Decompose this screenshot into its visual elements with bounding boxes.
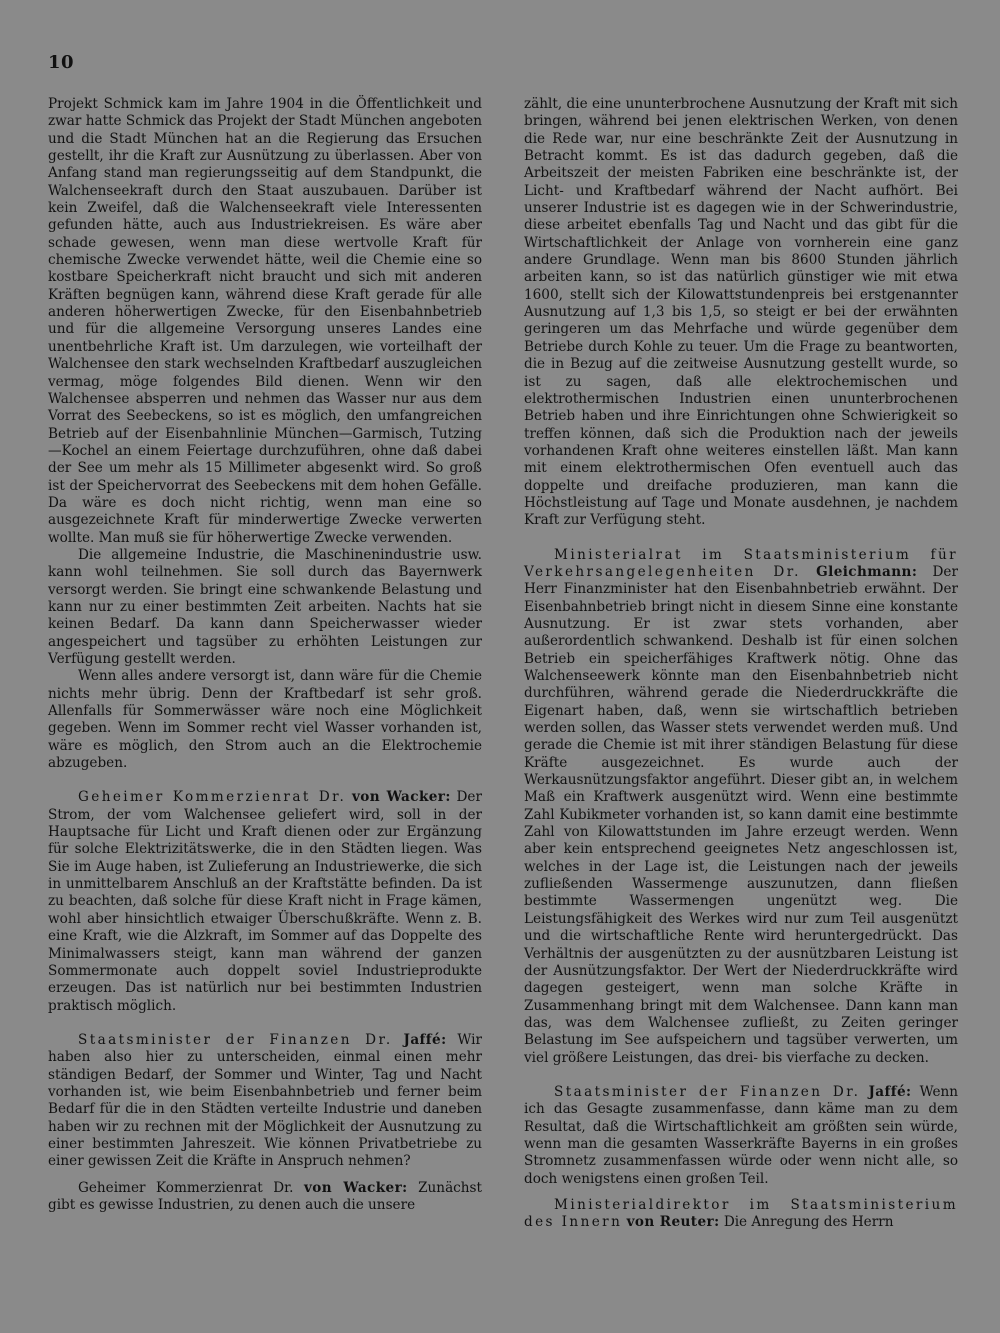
- speech-text: Wenn ich das Gesagte zusammenfasse, dann käme man zu dem Resultat, daß die Wirtschaftlichkeit am größten sein würde, wenn man die gesamten Wasserkräfte Bayerns in ein großes Stromnetz zusammenfassen würde oder wenn nicht alle, so doch wenigstens einen großen Teil.: [524, 1083, 959, 1187]
- speaker-title: Ministerialdirektor im Staatsministerium des Innern: [524, 1196, 958, 1231]
- speech-wacker-2: [48, 1180, 482, 1215]
- speaker-title: Ministerialrat im Staatsministerium für Verkehrsangelegenheiten Dr.: [524, 546, 958, 580]
- speech-text: Zunächst gibt es gewisse Industrien, zu denen auch die unsere: [48, 1179, 482, 1213]
- speaker-title: Geheimer Kommerzienrat Dr.: [78, 1179, 294, 1196]
- speech-text: Die Anregung des Herrn: [723, 1214, 894, 1231]
- speech-text: Wir haben also hier zu unterscheiden, einmal einen mehr ständigen Bedarf, der Sommer und Winter, Tag und Nacht vorhanden ist, wie beim Eisenbahnbetrieb und ferner beim Bedarf für die in den Städten verteilte Industrie und daneben haben wir zu rechnen mit der Möglichkeit der Ausnutzung zu einer bestimmten Jahreszeit. Wie können Privatbetriebe zu einer gewissen Zeit die Kräfte in Anspruch nehmen?: [48, 1031, 483, 1170]
- speaker-name: Gleichmann:: [816, 563, 918, 580]
- speech-jaffe-2: [524, 1084, 958, 1188]
- speaker-title: Geheimer Kommerzienrat Dr.: [78, 789, 347, 806]
- speech-reuter: [524, 1197, 958, 1232]
- speaker-name: Jaffé:: [403, 1031, 447, 1048]
- speaker-name: von Reuter:: [626, 1214, 720, 1231]
- paragraph-general-industry: Die allgemeine Industrie, die Maschinenindustrie usw. kann wohl teilnehmen. Sie soll durch das Bayernwerk versorgt werden. Sie bringt eine schwankende Belastung und kann nur zu einer bestimmten Zeit arbeiten. Nachts hat sie keinen Bedarf. Da kann dann Speicherwasser wieder angespeichert und tagsüber zu erhöhten Leistungen zur Verfügung gestellt werden.: [48, 546, 482, 667]
- speech-jaffe-1: [48, 1032, 482, 1171]
- paragraph-continuous-utilization: zählt, die eine ununterbrochene Ausnutzung der Kraft mit sich bringen, während bei jenen elektrischen Werken, von denen die Rede war, nur eine beschränkte Zeit der Ausnutzung in Betracht kommt. Es ist das dadurch gegeben, daß die Arbeitszeit der meisten Fabriken eine beschränkte ist, der Licht- und Kraftbedarf während der Nacht aufhört. Bei unserer Industrie ist es dagegen wie in der Schwerindustrie, diese arbeitet ebenfalls Tag und Nacht und das gibt für die Wirtschaftlichkeit der Anlage von vornherein eine ganz andere Grundlage. Wenn man bis 8600 Stunden jährlich arbeiten kann, so ist das natürlich günstiger wie mit etwa 1600, stellt sich der Kilowattstundenpreis bei erstgenannter Ausnutzung auf 1,3 bis 1,5, so steigt er bei der erwähnten geringeren um das Mehrfache und würde gegenüber dem Betriebe durch Kohle zu teuer. Um die Frage zu beantworten, die in Bezug auf die zeitweise Ausnutzung gestellt wurde, so ist zu sagen, daß alle elektrochemischen und elektrothermischen Industrien einen ununterbrochenen Betrieb haben und ihre Einrichtungen ohne Schwierigkeit so treffen können, daß sich die Produktion nach der jeweils vorhandenen Kraft ohne weiteres einstellen läßt. Man kann mit einem elektrothermischen Ofen eventuell auch das doppelte und dreifache produzieren, man kann die Höchstleistung auf Tage und Monate ausdehnen, je nachdem Kraft zur Verfügung steht.: [524, 96, 958, 529]
- speaker-name: von Wacker:: [303, 1179, 408, 1196]
- paragraph-chemistry-supply: Wenn alles andere versorgt ist, dann wäre für die Chemie nichts mehr übrig. Denn der Kraftbedarf ist sehr groß. Allenfalls für Sommerwässer wäre noch eine Möglichkeit gegeben. Wenn im Sommer recht viel Wasser vorhanden ist, wäre es möglich, den Strom auch an die Elektrochemie abzugeben.: [48, 668, 482, 772]
- speaker-name: von Wacker:: [351, 789, 451, 806]
- speech-text: Der Herr Finanzminister hat den Eisenbahnbetrieb erwähnt. Der Eisenbahnbetrieb bringt nicht in diesem Sinne eine konstante Ausnutzung. Er ist zwar stets vorhanden, aber außerordentlich schwankend. Deshalb ist für einen solchen Betrieb ein speicherfähiges Kraftwerk nötig. Ohne das Walchenseewerk könnte man den Eisenbahnbetrieb nicht durchführen, während gerade die Niederdruckkräfte die Eigenart haben, daß, wenn sie wirtschaftlich betrieben werden sollen, das Wasser stets verwendet werden muß. Und gerade die Chemie ist mit ihrer ständigen Belastung für diese Kräfte ausgezeichnet. Es wurde auch der Werkausnützungsfaktor angeführt. Dieser gibt an, in welchem Maß ein Kraftwerk ausgenützt wird. Wenn eine bestimmte Zahl Kubikmeter vorhanden ist, so kann damit eine bestimmte Zahl von Kilowattstunden im Jahre erzeugt werden. Wenn aber kein entsprechend geeignetes Netz angeschlossen ist, welches in der Lage ist, die Leistungen nach der jeweils zufließenden Wassermenge auszunutzen, dann fließen bestimmte Wassermengen ungenützt weg. Die Leistungsfähigkeit des Werkes wird nur zum Teil ausgenützt und die wirtschaftliche Rente wird heruntergedrückt. Das Verhältnis der ausgenützten zu der ausnützbaren Leistung ist der Ausnützungsfaktor. Der Wert der Niederdruckkräfte wird dagegen gesteigert, wenn man solche Kräfte in Zusammenhang bringt mit dem Walchensee. Dann kann man das, was dem Walchensee zufließt, zu Zeiten geringer Belastung im See aufspeichern und tagsüber verwerten, um viel größere Leistungen, das drei- bis vierfache zu decken.: [524, 563, 958, 1066]
- speaker-name: Jaffé:: [868, 1083, 912, 1100]
- speech-wacker-1: [48, 789, 482, 1014]
- right-column: [524, 96, 958, 1232]
- speech-gleichmann: [524, 547, 958, 1067]
- speaker-title: Staatsminister der Finanzen Dr.: [78, 1031, 393, 1048]
- left-column: [48, 96, 482, 1214]
- page-number: 10: [48, 52, 75, 73]
- speech-text: Der Strom, der vom Walchensee geliefert wird, soll in der Hauptsache für Licht und Kraft dienen oder zur Ergänzung für solche Elektrizitätswerke, die in den Städten liegen. Was Sie im Auge haben, ist Zulieferung an Industriewerke, die sich in unmittelbarem Anschluß an der Kraftstätte befinden. Da ist zu beachten, daß solche für diese Kraft nicht in Frage kämen, wohl aber hinsichtlich etwaiger Überschußkräfte. Wenn z. B. eine Kraft, wie die Alzkraft, im Sommer auf das Doppelte des Minimalwassers steigt, kann man während der ganzen Sommermonate auch doppelt soviel Industrieprodukte erzeugen. Das ist natürlich nur bei bestimmten Industrien praktisch möglich.: [48, 789, 482, 1014]
- paragraph-walchensee-project: Projekt Schmick kam im Jahre 1904 in die Öffentlichkeit und zwar hatte Schmick das Projekt der Stadt München angeboten und die Stadt München hat an die Regierung das Ersuchen gestellt, ihr die Kraft zur Ausnützung zu überlassen. Aber von Anfang stand man regierungsseitig auf dem Standpunkt, die Walchenseekraft durch den Staat auszubauen. Darüber ist kein Zweifel, daß die Walchenseekraft viele Interessenten gefunden hätte, auch aus Industriekreisen. Es wäre aber schade gewesen, wenn man diese wertvolle Kraft für chemische Zwecke verwendet hätte, weil die Chemie eine so kostbare Speicherkraft nicht braucht und sich mit anderen Kräften begnügen kann, während diese Kraft gerade für alle anderen höherwertigen Zwecke, für den Eisenbahnbetrieb und für die allgemeine Versorgung unseres Landes eine unentbehrliche Kraft ist. Um darzulegen, wie vorteilhaft der Walchensee den stark wechselnden Kraftbedarf auszugleichen vermag, möge folgendes Bild dienen. Wenn wir den Walchensee absperren und nehmen das Wasser nur aus dem Vorrat des Seebeckens, so ist es möglich, den umfangreichen Betrieb auf der Eisenbahnlinie München—Garmisch, Tutzing—Kochel an einem Feiertage durchzuführen, ohne daß dabei der See um mehr als 15 Millimeter abgesenkt wird. So groß ist der Speichervorrat des Seebeckens mit dem hohen Gefälle. Da wäre es doch nicht richtig, wenn man eine so ausgezeichnete Kraft für minderwertige Zwecke verwerten wollte. Man muß sie für höherwertige Zwecke verwenden.: [48, 96, 482, 546]
- speaker-title: Staatsminister der Finanzen Dr.: [554, 1083, 861, 1100]
